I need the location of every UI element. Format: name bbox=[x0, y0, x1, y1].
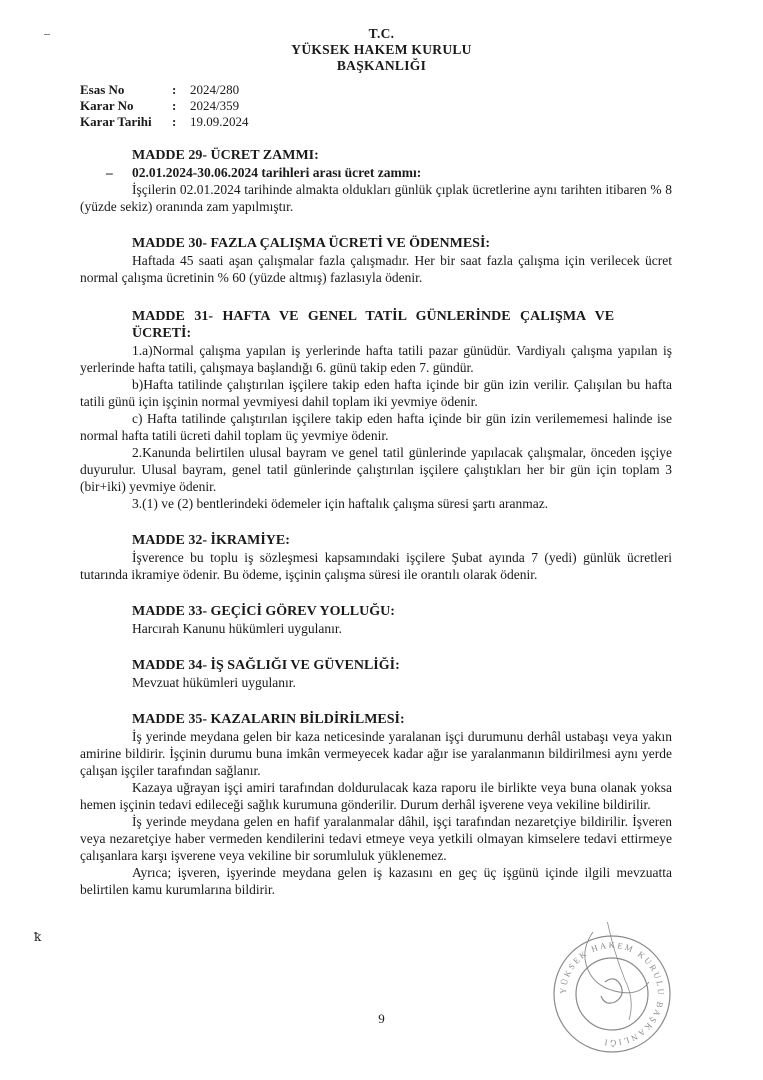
meta-label: Karar Tarihi bbox=[80, 114, 152, 129]
article-35-para-1: İş yerinde meydana gelen bir kaza neticesinde yaralanan işçi durumunu derhâl ustabaşı veya yakın amirine bildirir. İşçinin durumu buna imkân vermeyecek kadar ağır ise yaralanmanın bildirilmesi aynı yerde çalışan işçiler tarafından sağlanır. bbox=[80, 729, 672, 778]
header-line-institution: YÜKSEK HAKEM KURULU bbox=[291, 42, 472, 57]
meta-row-karar-tarihi bbox=[80, 114, 249, 130]
article-35-title: MADDE 35- KAZALARIN BİLDİRİLMESİ: bbox=[132, 712, 405, 727]
case-metadata bbox=[80, 82, 249, 130]
meta-value: 19.09.2024 bbox=[190, 114, 249, 129]
meta-colon: : bbox=[172, 114, 177, 129]
page-number: 9 bbox=[378, 1011, 385, 1026]
article-32-title: MADDE 32- İKRAMİYE: bbox=[132, 533, 290, 548]
article-30-text: Haftada 45 saati aşan çalışmalar fazla çalışmadır. Her bir saat fazla çalışma için verilecek ücret normal çalışma ücretinin % 60 (yüzde altmış) fazlasıyla ödenir. bbox=[80, 253, 672, 285]
seal-text: YÜKSEK HAKEM KURULU BAŞKANLIĞI bbox=[557, 939, 667, 1049]
article-29-text: İşçilerin 02.01.2024 tarihinde almakta oldukları günlük çıplak ücretlerine aynı tarihten itibaren % 8 (yüzde sekiz) oranında zam yapılmıştır. bbox=[80, 182, 672, 214]
article-31-para-3: 3.(1) ve (2) bentlerindeki ödemeler için haftalık çalışma süresi şartı aranmaz. bbox=[132, 496, 549, 511]
header-line-tc: T.C. bbox=[368, 26, 395, 41]
article-33-title: MADDE 33- GEÇİCİ GÖREV YOLLUĞU: bbox=[132, 604, 395, 619]
article-35-para-3: İş yerinde meydana gelen en hafif yaralanmalar dâhil, işçi tarafından nezaretçiye bildirilir. İşveren veya nezaretçiye haber vermeden kendilerini tedavi etmeye veya yetkili olmayan kimselere tedavi ettirmeye çalışanlara karşı işverene veya vekiline bir sorumluluk yüklenemez. bbox=[80, 814, 672, 863]
meta-colon: : bbox=[172, 82, 177, 97]
article-35-para-2: Kazaya uğrayan işçi amiri tarafından doldurulacak kaza raporu ile birlikte veya buna olanak yoksa hemen işçinin tedavi edileceği sağlık kurumuna gönderilir. Durum derhâl işverene veya vekiline bildirilir. bbox=[80, 780, 672, 812]
meta-value: 2024/359 bbox=[190, 98, 240, 113]
article-34-title: MADDE 34- İŞ SAĞLIĞI VE GÜVENLİĞİ: bbox=[132, 658, 400, 673]
meta-label: Karar No bbox=[80, 98, 134, 113]
meta-label: Esas No bbox=[80, 82, 125, 97]
article-31-para-1b: b)Hafta tatilinde çalıştırılan işçilere takip eden hafta içinde bir gün izin verilir. Çalışılan bu hafta tatili günü için işçinin normal yevmiyesi dahil toplam iki yevmiye ödenir. bbox=[80, 377, 672, 409]
article-31-para-1c: c) Hafta tatilinde çalıştırılan işçilere takip eden hafta içinde bir gün izin verilememesi halinde ise normal hafta tatili ücreti dahil toplam üç yevmiye ödenir. bbox=[80, 411, 672, 443]
seal-inner-ring bbox=[576, 958, 648, 1030]
margin-initial-mark: ꝁ bbox=[34, 930, 42, 944]
document-body bbox=[80, 147, 672, 898]
article-31-para-1a: 1.a)Normal çalışma yapılan iş yerlerinde hafta tatili pazar günüdür. Vardiyalı çalışma yapılan iş yerlerinde hafta tatili, çalışmaya başlandığı 6. günü takip eden 7. gündür. bbox=[80, 343, 672, 375]
meta-value: 2024/280 bbox=[190, 82, 240, 97]
article-32-text: İşverence bu toplu iş sözleşmesi kapsamındaki işçilere Şubat ayında 7 (yedi) günlük ücretleri tutarında ikramiye ödenir. Bu ödeme, işçinin çalışma süresi ile orantılı olarak ödenir. bbox=[80, 550, 672, 582]
article-33-text: Harcırah Kanunu hükümleri uygulanır. bbox=[132, 621, 342, 636]
meta-row-karar bbox=[80, 98, 249, 114]
document-header bbox=[0, 26, 763, 74]
article-34-text: Mevzuat hükümleri uygulanır. bbox=[132, 675, 296, 690]
meta-colon: : bbox=[172, 98, 177, 113]
article-31-para-2: 2.Kanunda belirtilen ulusal bayram ve genel tatil günlerinde yapılacak çalışmalar, önceden işçiye duyurulur. Ulusal bayram, genel tatil günlerinde çalıştırılan işçilere çalıştıkları her bir gün için toplam 3 (bir+iki) yevmiye ödenir. bbox=[80, 445, 672, 494]
header-line-presidency: BAŞKANLIĞI bbox=[336, 58, 427, 73]
article-31-title: MADDE 31- HAFTA VE GENEL TATİL GÜNLERİNDE ÇALIŞMA VE ÜCRETİ: bbox=[132, 309, 615, 341]
seal-emblem bbox=[601, 979, 622, 1003]
seal-outer-ring bbox=[554, 936, 670, 1052]
article-35-para-4: Ayrıca; işveren, işyerinde meydana gelen iş kazasını en geç üç işgünü içinde ilgili mevzuatta belirtilen kamu kurumlarına bildirir. bbox=[80, 865, 672, 897]
article-30-title: MADDE 30- FAZLA ÇALIŞMA ÜCRETİ VE ÖDENMESİ: bbox=[132, 236, 491, 251]
article-29-title: MADDE 29- ÜCRET ZAMMI: bbox=[132, 148, 319, 163]
dash-bullet: – bbox=[106, 165, 113, 180]
period-label: 02.01.2024-30.06.2024 tarihleri arası ücret zammı: bbox=[132, 165, 422, 180]
official-seal-icon bbox=[545, 922, 680, 1067]
article-29-period bbox=[80, 164, 672, 181]
meta-row-esas bbox=[80, 82, 249, 98]
